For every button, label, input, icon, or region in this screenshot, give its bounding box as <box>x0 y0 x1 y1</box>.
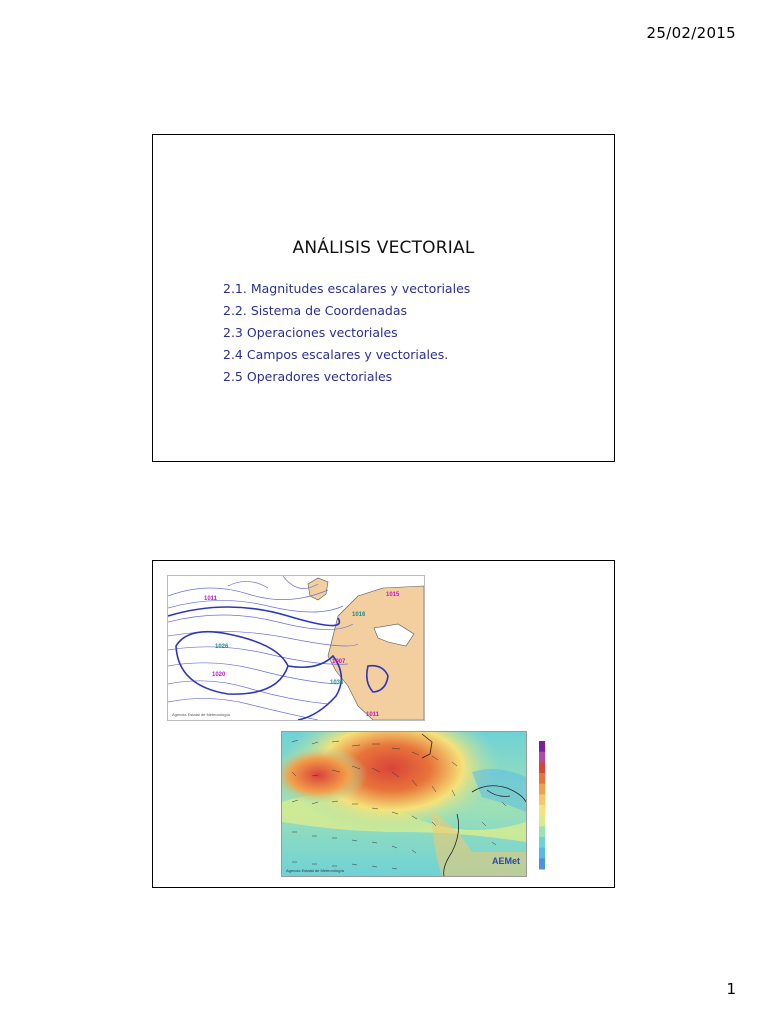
legend-swatch <box>539 784 545 795</box>
page-date: 25/02/2015 <box>646 24 736 42</box>
legend-swatch <box>539 773 545 784</box>
pressure-label: 1015 <box>386 592 400 598</box>
pressure-label: 1011 <box>204 596 218 602</box>
toc-item: 2.5 Operadores vectoriales <box>223 369 393 384</box>
legend-swatch <box>539 794 545 805</box>
pressure-label: 1036 <box>330 680 344 686</box>
aemet-logo: AEMet <box>492 856 521 866</box>
legend-swatch <box>539 848 545 859</box>
page-number: 1 <box>726 980 736 998</box>
legend-swatch <box>539 752 545 763</box>
legend-swatch <box>539 858 545 869</box>
map-credit: Agencia Estatal de Meteorología <box>286 868 344 873</box>
legend-swatch <box>539 762 545 773</box>
pressure-label: 1007 <box>332 659 346 665</box>
legend-swatch <box>539 826 545 837</box>
legend-swatch <box>539 741 545 752</box>
legend-swatch <box>539 816 545 827</box>
toc-item: 2.2. Sistema de Coordenadas <box>223 303 408 318</box>
pressure-label: 1016 <box>352 612 366 618</box>
toc-item: 2.3 Operaciones vectoriales <box>223 325 398 340</box>
wind-map-image <box>281 731 527 877</box>
toc-item: 2.1. Magnitudes escalares y vectoriales <box>223 281 471 296</box>
pressure-map-image <box>167 575 425 721</box>
slide-weather-maps <box>152 560 615 888</box>
pressure-label: 1020 <box>212 672 226 678</box>
table-of-contents <box>223 278 470 388</box>
slide-title: ANÁLISIS VECTORIAL <box>292 238 475 258</box>
legend-swatch <box>539 805 545 816</box>
slide-title-page <box>152 134 615 462</box>
toc-item: 2.4 Campos escalares y vectoriales. <box>223 347 449 362</box>
color-scale-legend <box>533 731 565 877</box>
legend-swatch <box>539 837 545 848</box>
pressure-label: 1011 <box>366 712 380 718</box>
map-credit: Agencia Estatal de Meteorología <box>172 712 230 717</box>
pressure-label: 1026 <box>215 644 229 650</box>
